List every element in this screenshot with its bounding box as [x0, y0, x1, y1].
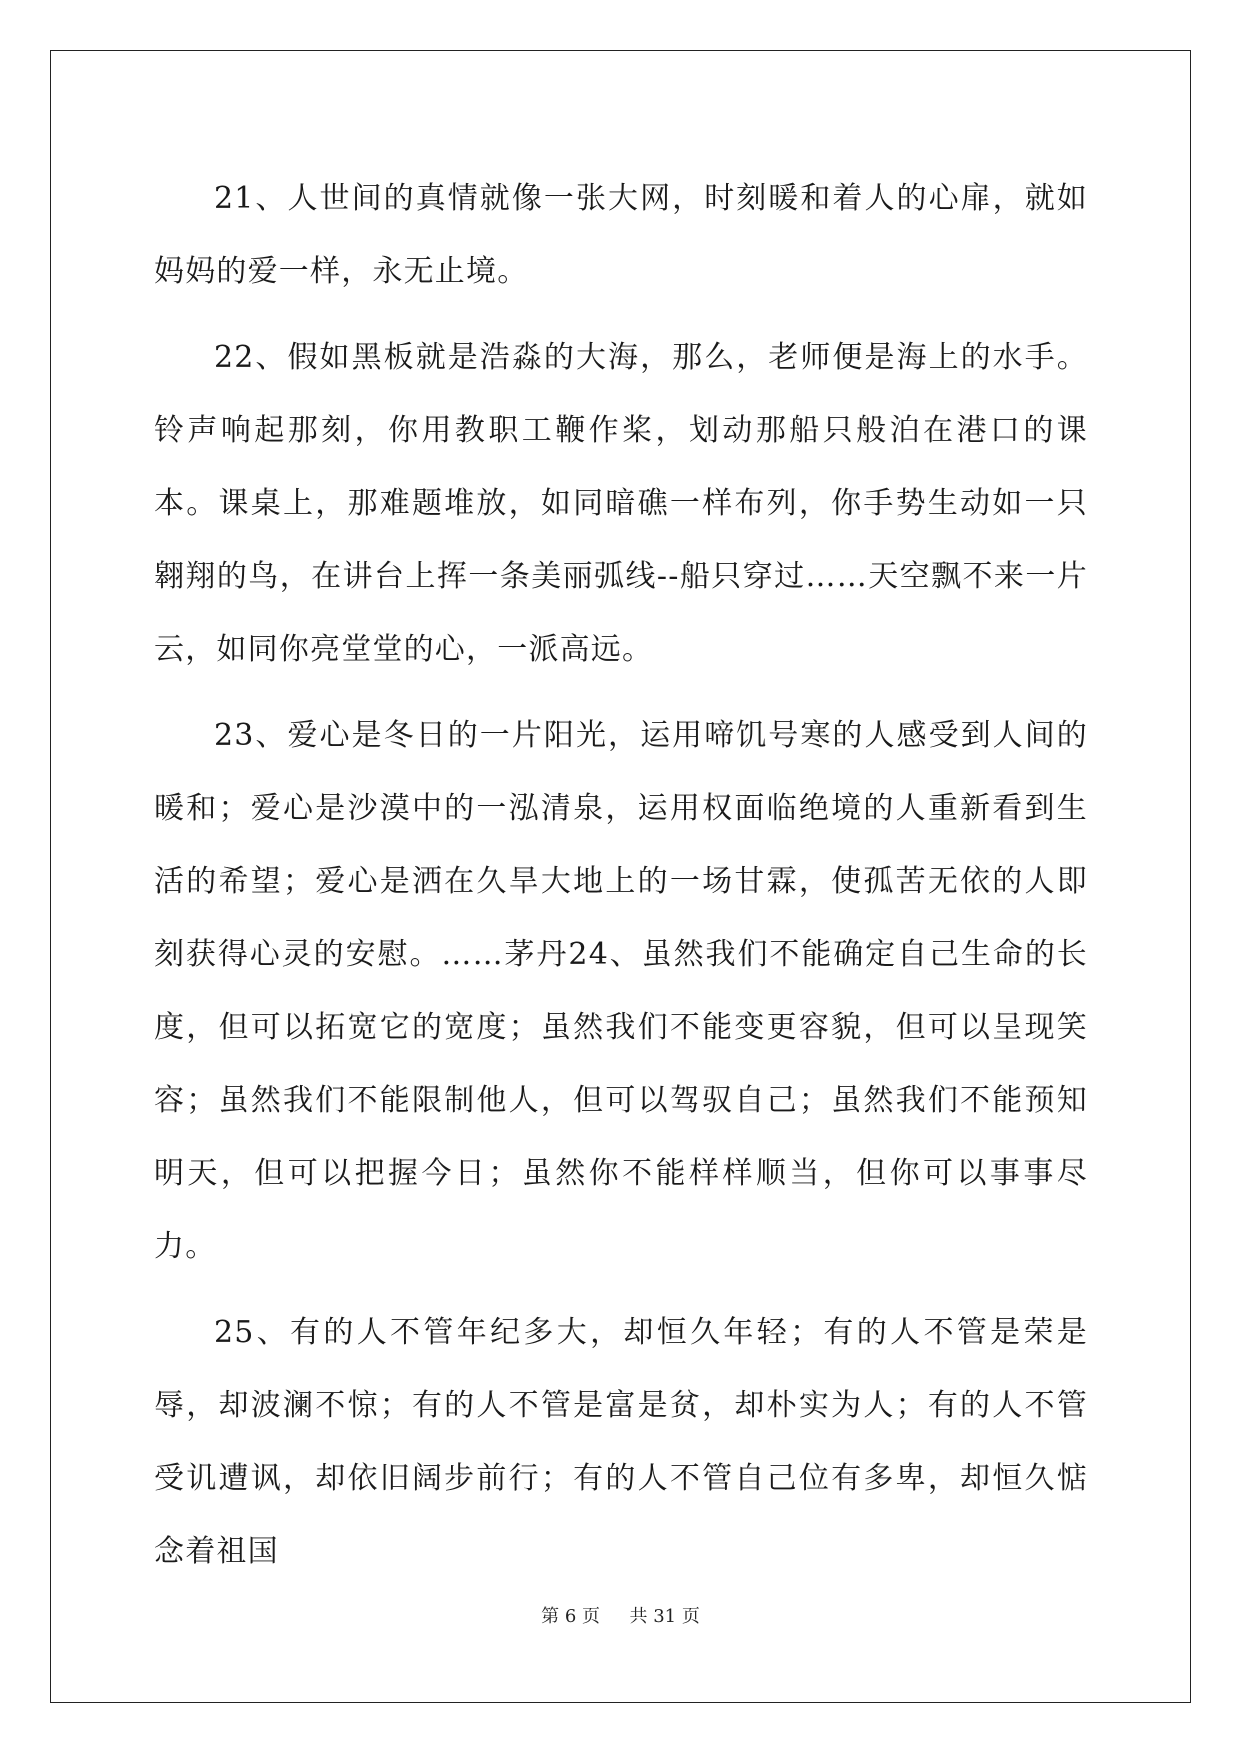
paragraph-21: 21、人世间的真情就像一张大网，时刻暖和着人的心扉，就如妈妈的爱一样，永无止境。 [154, 181, 1088, 289]
paragraph-22: 22、假如黑板就是浩淼的大海，那么，老师便是海上的水手。铃声响起那刻，你用教职工鞭作桨，划动那船只般泊在港口的课本。课桌上，那难题堆放，如同暗礁一样布列，你手势生动如一只翱翔的鸟，在讲台上挥一条美丽弧线--船只穿过……天空飘不来一片云，如同你亮堂堂的心，一派高远。 [154, 340, 1088, 667]
page-footer [0, 1602, 1241, 1628]
paragraph-23-24: 23、爱心是冬日的一片阳光，运用啼饥号寒的人感受到人间的暖和；爱心是沙漠中的一泓清泉，运用权面临绝境的人重新看到生活的希望；爱心是洒在久旱大地上的一场甘霖，使孤苦无依的人即刻获得心灵的安慰。……茅丹24、虽然我们不能确定自己生命的长度，但可以拓宽它的宽度；虽然我们不能变更容貌，但可以呈现笑容；虽然我们不能限制他人，但可以驾驭自己；虽然我们不能预知明天，但可以把握今日；虽然你不能样样顺当，但你可以事事尽力。 [154, 718, 1088, 1264]
paragraph-25: 25、有的人不管年纪多大，却恒久年轻；有的人不管是荣是辱，却波澜不惊；有的人不管是富是贫，却朴实为人；有的人不管受讥遭讽，却依旧阔步前行；有的人不管自己位有多卑，却恒久惦念着祖国 [154, 1315, 1088, 1569]
page-total: 共 31 页 [629, 1606, 700, 1627]
page-number: 第 6 页 [541, 1606, 601, 1627]
document-body [154, 162, 1088, 1601]
